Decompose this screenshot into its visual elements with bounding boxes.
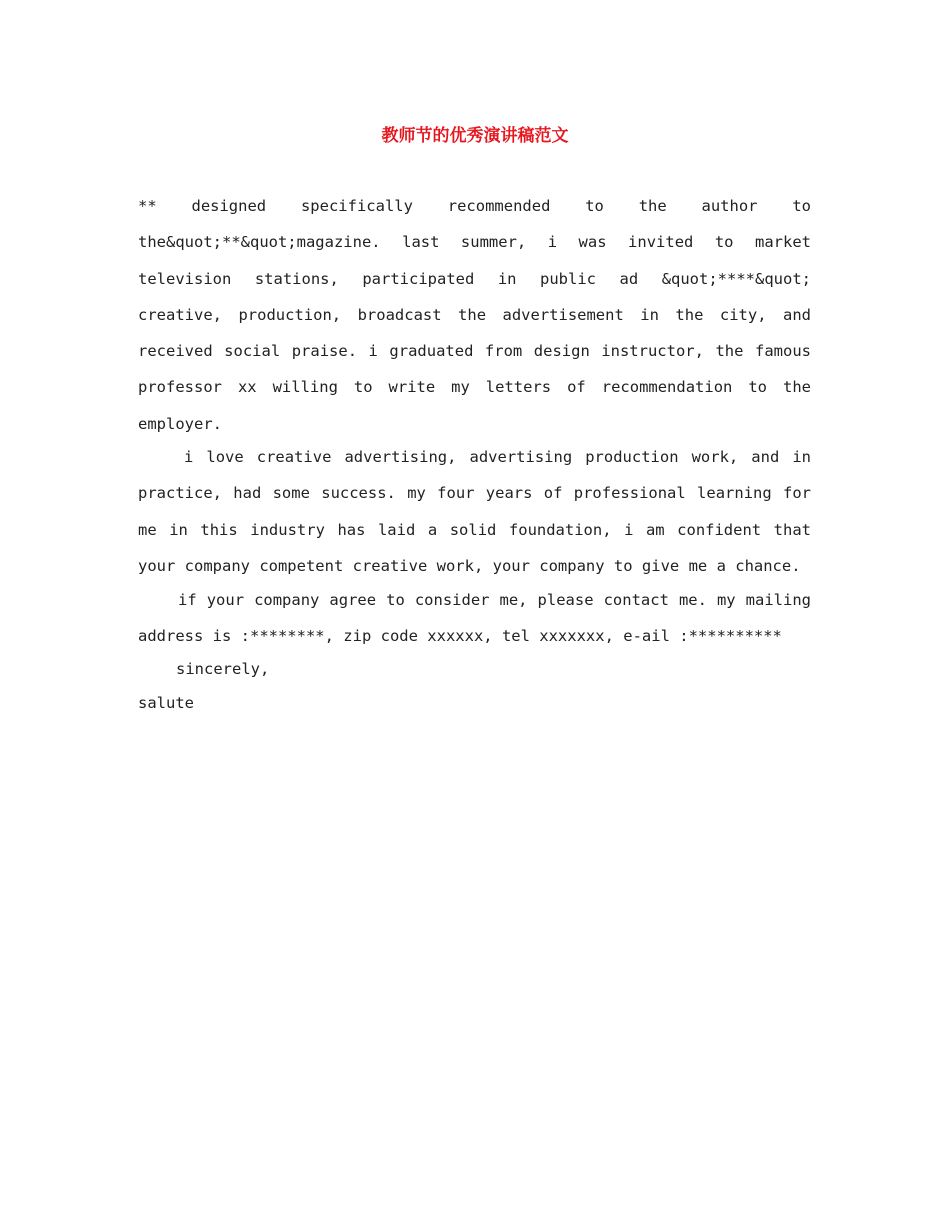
closing-sincerely: sincerely, [176,660,270,678]
document-title: 教师节的优秀演讲稿范文 [381,126,569,146]
paragraph-experience: i love creative advertising, advertising production work, and in practice, had some success. my four years of professional learning for me in this industry has laid a solid foundation, i am confident that your company competent creative work, your company to give me a chance. [138,448,811,575]
paragraph-recommendation: ** designed specifically recommended to the author to the&quot;**&quot;magazine. last summer, i was invited to market television stations, participated in public ad &quot;****&quot; creative, production, broadcast the advertisement in the city, and received social praise. i graduated from design instructor, the famous professor xx willing to write my letters of recommendation to the employer. [138,197,811,433]
closing-salute: salute [138,694,194,712]
paragraph-contact: if your company agree to consider me, please contact me. my mailing address is :********, zip code xxxxxx, tel xxxxxxx, e-ail :********** [138,591,811,646]
